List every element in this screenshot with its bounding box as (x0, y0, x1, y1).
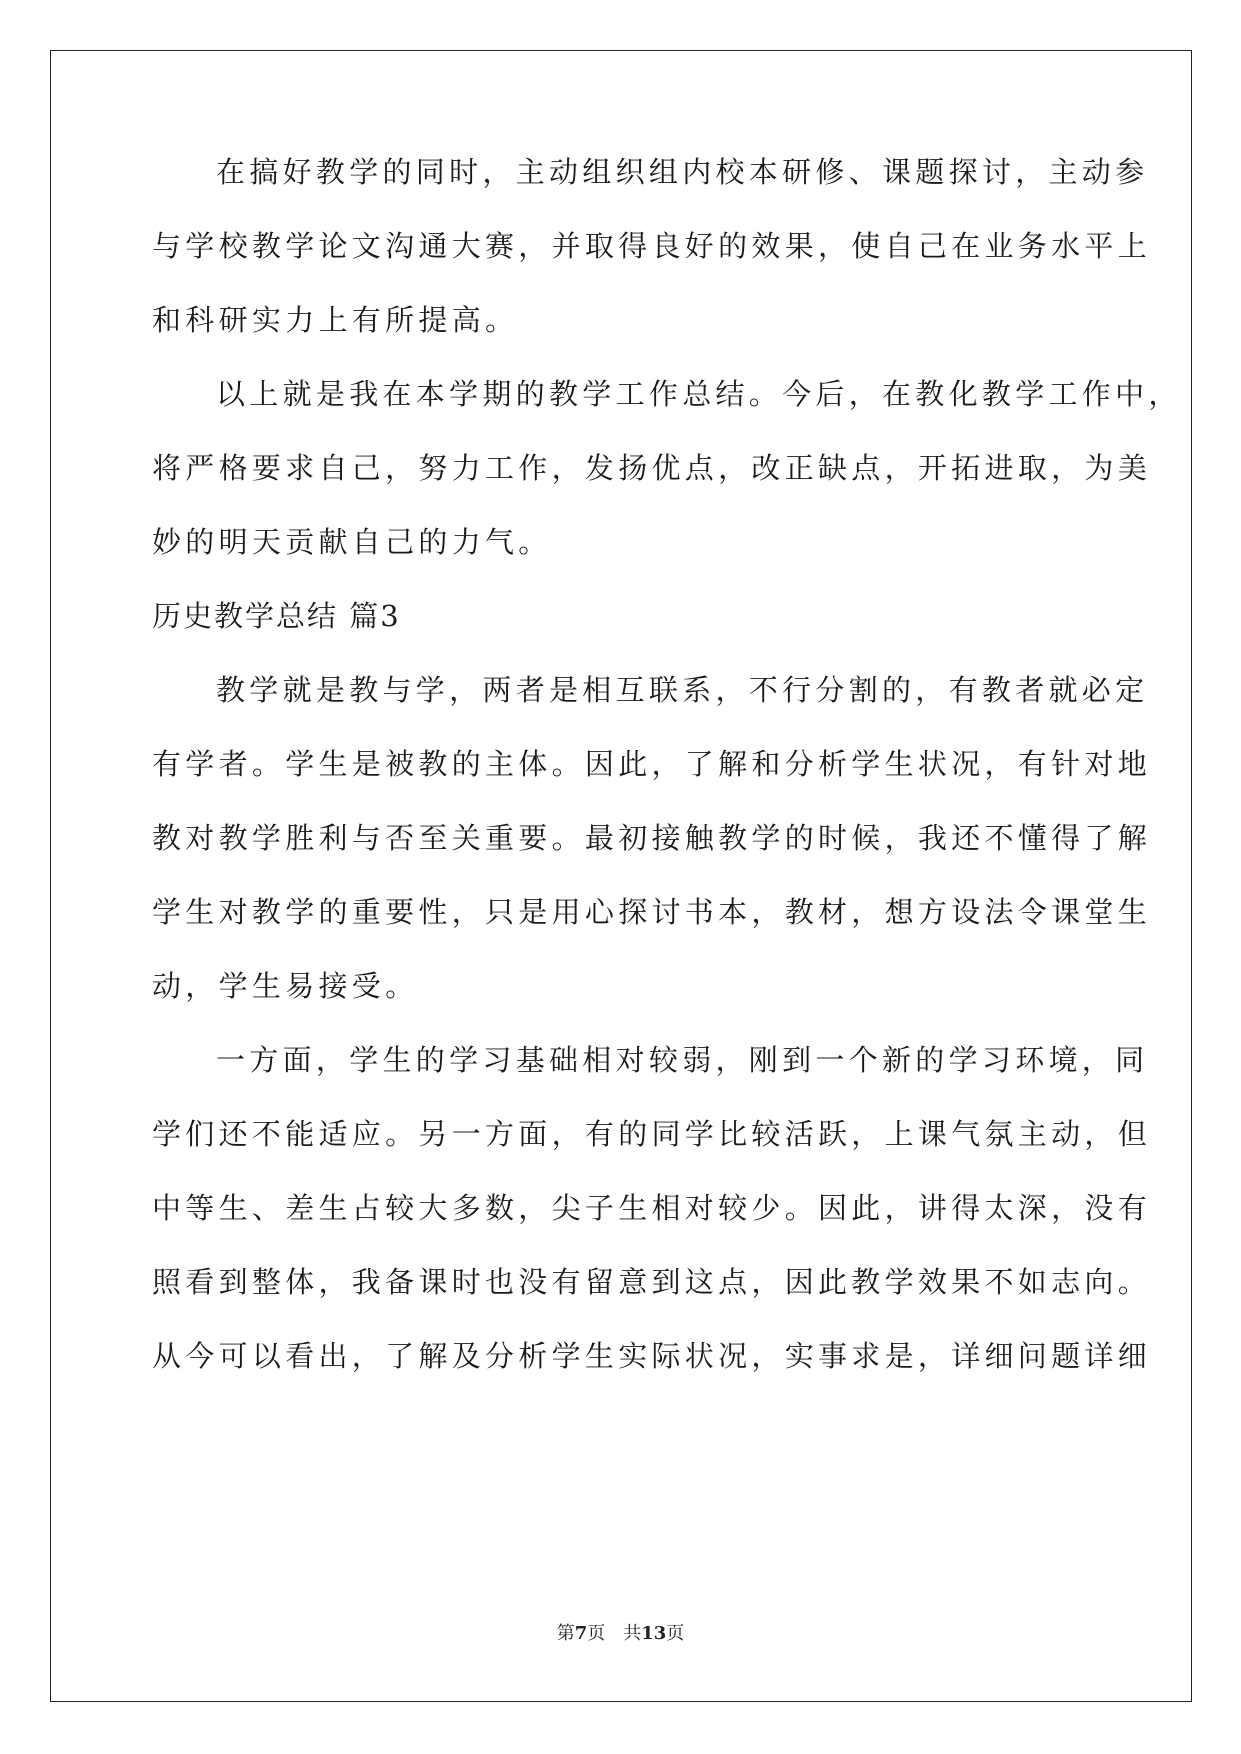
page-footer (0, 1622, 1241, 1646)
footer-mid: 页 共 (587, 1623, 642, 1644)
total-pages-number: 13 (641, 1623, 667, 1644)
paragraph-line: 有学者。学生是被教的主体。因此，了解和分析学生状况，有针对地 (152, 747, 1152, 781)
paragraph-line: 教对教学胜利与否至关重要。最初接触教学的时候，我还不懂得了解 (152, 821, 1152, 855)
paragraph-line: 以上就是我在本学期的教学工作总结。今后，在教化教学工作中， (216, 377, 1182, 411)
paragraph-line: 与学校教学论文沟通大赛，并取得良好的效果，使自己在业务水平上 (152, 229, 1152, 263)
paragraph-line: 从今可以看出，了解及分析学生实际状况，实事求是，详细问题详细 (152, 1339, 1152, 1373)
paragraph-line: 中等生、差生占较大多数，尖子生相对较少。因此，讲得太深，没有 (152, 1191, 1152, 1225)
paragraph-line: 教学就是教与学，两者是相互联系，不行分割的，有教者就必定 (216, 673, 1149, 707)
paragraph-line: 和科研实力上有所提高。 (152, 303, 519, 337)
paragraph-line: 在搞好教学的同时，主动组织组内校本研修、课题探讨，主动参 (216, 155, 1149, 189)
paragraph-line: 动，学生易接受。 (152, 969, 419, 1003)
paragraph-line: 将严格要求自己，努力工作，发扬优点，改正缺点，开拓进取，为美 (152, 451, 1152, 485)
section-heading: 历史教学总结 篇3 (152, 599, 401, 633)
paragraph-line: 学生对教学的重要性，只是用心探讨书本，教材，想方设法令课堂生 (152, 895, 1152, 929)
paragraph-line: 妙的明天贡献自己的力气。 (152, 525, 552, 559)
current-page-number: 7 (574, 1623, 588, 1644)
paragraph-line: 一方面，学生的学习基础相对较弱，刚到一个新的学习环境，同 (216, 1043, 1149, 1077)
paragraph-line: 学们还不能适应。另一方面，有的同学比较活跃，上课气氛主动，但 (152, 1117, 1152, 1151)
page-border (50, 50, 1192, 1702)
footer-suffix: 页 (666, 1623, 685, 1644)
paragraph-line: 照看到整体，我备课时也没有留意到这点，因此教学效果不如志向。 (152, 1265, 1152, 1299)
footer-prefix: 第 (556, 1623, 575, 1644)
